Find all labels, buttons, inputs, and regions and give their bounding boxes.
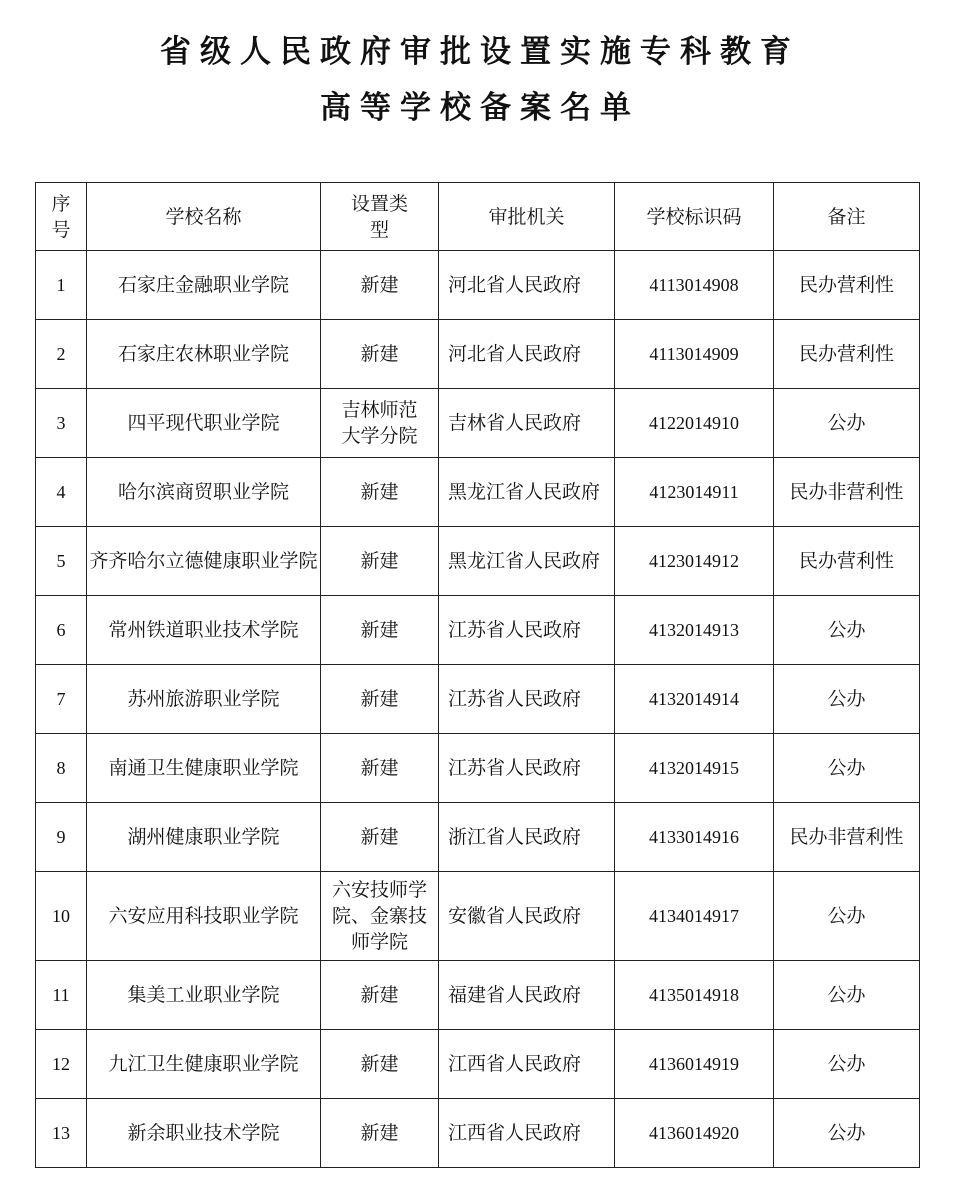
document-title-line-1: 省级人民政府审批设置实施专科教育 [160, 34, 800, 70]
cell-setup-type: 新建 [321, 734, 439, 803]
cell-approving-authority: 河北省人民政府 [439, 320, 615, 389]
table-row [36, 1099, 920, 1168]
cell-setup-type: 新建 [321, 527, 439, 596]
cell-index: 5 [36, 527, 87, 596]
cell-approving-authority: 黑龙江省人民政府 [439, 458, 615, 527]
cell-remarks: 民办非营利性 [774, 803, 920, 872]
document-title-line-2: 高等学校备案名单 [320, 90, 640, 126]
cell-school-name: 哈尔滨商贸职业学院 [87, 458, 321, 527]
cell-setup-type: 新建 [321, 961, 439, 1030]
table-body [36, 251, 920, 1168]
table-row [36, 596, 920, 665]
cell-school-code: 4113014908 [615, 251, 774, 320]
table-row [36, 872, 920, 961]
cell-index: 7 [36, 665, 87, 734]
cell-index: 9 [36, 803, 87, 872]
cell-school-code: 4136014919 [615, 1030, 774, 1099]
cell-school-code: 4136014920 [615, 1099, 774, 1168]
cell-school-code: 4132014914 [615, 665, 774, 734]
cell-school-code: 4113014909 [615, 320, 774, 389]
cell-remarks: 公办 [774, 665, 920, 734]
cell-approving-authority: 江西省人民政府 [439, 1030, 615, 1099]
cell-remarks: 公办 [774, 1099, 920, 1168]
cell-index: 8 [36, 734, 87, 803]
cell-index: 10 [36, 872, 87, 961]
table-row [36, 527, 920, 596]
cell-setup-type: 新建 [321, 320, 439, 389]
table-row [36, 803, 920, 872]
header-remarks: 备注 [774, 183, 920, 251]
cell-school-name: 六安应用科技职业学院 [87, 872, 321, 961]
header-school-code: 学校标识码 [615, 183, 774, 251]
table-header-row [36, 183, 920, 251]
cell-setup-type: 新建 [321, 251, 439, 320]
cell-approving-authority: 江苏省人民政府 [439, 734, 615, 803]
cell-index: 2 [36, 320, 87, 389]
cell-index: 1 [36, 251, 87, 320]
header-school-name: 学校名称 [87, 183, 321, 251]
table-row [36, 734, 920, 803]
cell-index: 4 [36, 458, 87, 527]
cell-approving-authority: 河北省人民政府 [439, 251, 615, 320]
cell-school-code: 4122014910 [615, 389, 774, 458]
cell-school-name: 齐齐哈尔立德健康职业学院 [87, 527, 321, 596]
cell-approving-authority: 江苏省人民政府 [439, 665, 615, 734]
cell-school-code: 4123014912 [615, 527, 774, 596]
header-index: 序号 [36, 183, 87, 251]
table-row [36, 389, 920, 458]
cell-school-name: 石家庄金融职业学院 [87, 251, 321, 320]
cell-school-name: 南通卫生健康职业学院 [87, 734, 321, 803]
cell-school-name: 九江卫生健康职业学院 [87, 1030, 321, 1099]
cell-school-code: 4132014913 [615, 596, 774, 665]
cell-remarks: 民办营利性 [774, 527, 920, 596]
cell-remarks: 公办 [774, 389, 920, 458]
cell-remarks: 公办 [774, 734, 920, 803]
cell-remarks: 民办非营利性 [774, 458, 920, 527]
header-approving-authority: 审批机关 [439, 183, 615, 251]
cell-school-code: 4135014918 [615, 961, 774, 1030]
cell-index: 13 [36, 1099, 87, 1168]
cell-school-name: 石家庄农林职业学院 [87, 320, 321, 389]
cell-setup-type: 新建 [321, 596, 439, 665]
cell-index: 6 [36, 596, 87, 665]
table-row [36, 320, 920, 389]
cell-approving-authority: 安徽省人民政府 [439, 872, 615, 961]
cell-index: 12 [36, 1030, 87, 1099]
cell-school-code: 4132014915 [615, 734, 774, 803]
cell-school-name: 集美工业职业学院 [87, 961, 321, 1030]
table-row [36, 961, 920, 1030]
cell-remarks: 公办 [774, 596, 920, 665]
cell-index: 3 [36, 389, 87, 458]
cell-school-code: 4133014916 [615, 803, 774, 872]
header-setup-type: 设置类型 [321, 183, 439, 251]
school-registry-table [35, 182, 920, 1168]
cell-setup-type: 新建 [321, 1099, 439, 1168]
table-row [36, 665, 920, 734]
table-row [36, 458, 920, 527]
cell-remarks: 公办 [774, 961, 920, 1030]
cell-approving-authority: 江苏省人民政府 [439, 596, 615, 665]
cell-approving-authority: 吉林省人民政府 [439, 389, 615, 458]
cell-school-code: 4123014911 [615, 458, 774, 527]
cell-remarks: 民办营利性 [774, 320, 920, 389]
cell-setup-type: 六安技师学院、金寨技师学院 [321, 872, 439, 961]
cell-school-code: 4134014917 [615, 872, 774, 961]
cell-school-name: 苏州旅游职业学院 [87, 665, 321, 734]
cell-approving-authority: 黑龙江省人民政府 [439, 527, 615, 596]
cell-setup-type: 新建 [321, 458, 439, 527]
cell-index: 11 [36, 961, 87, 1030]
table-row [36, 1030, 920, 1099]
cell-setup-type: 新建 [321, 665, 439, 734]
cell-school-name: 湖州健康职业学院 [87, 803, 321, 872]
cell-remarks: 公办 [774, 1030, 920, 1099]
cell-setup-type: 新建 [321, 1030, 439, 1099]
cell-school-name: 新余职业技术学院 [87, 1099, 321, 1168]
table-row [36, 251, 920, 320]
cell-remarks: 公办 [774, 872, 920, 961]
cell-setup-type: 吉林师范大学分院 [321, 389, 439, 458]
cell-school-name: 常州铁道职业技术学院 [87, 596, 321, 665]
cell-remarks: 民办营利性 [774, 251, 920, 320]
cell-approving-authority: 江西省人民政府 [439, 1099, 615, 1168]
cell-approving-authority: 浙江省人民政府 [439, 803, 615, 872]
cell-setup-type: 新建 [321, 803, 439, 872]
cell-school-name: 四平现代职业学院 [87, 389, 321, 458]
cell-approving-authority: 福建省人民政府 [439, 961, 615, 1030]
